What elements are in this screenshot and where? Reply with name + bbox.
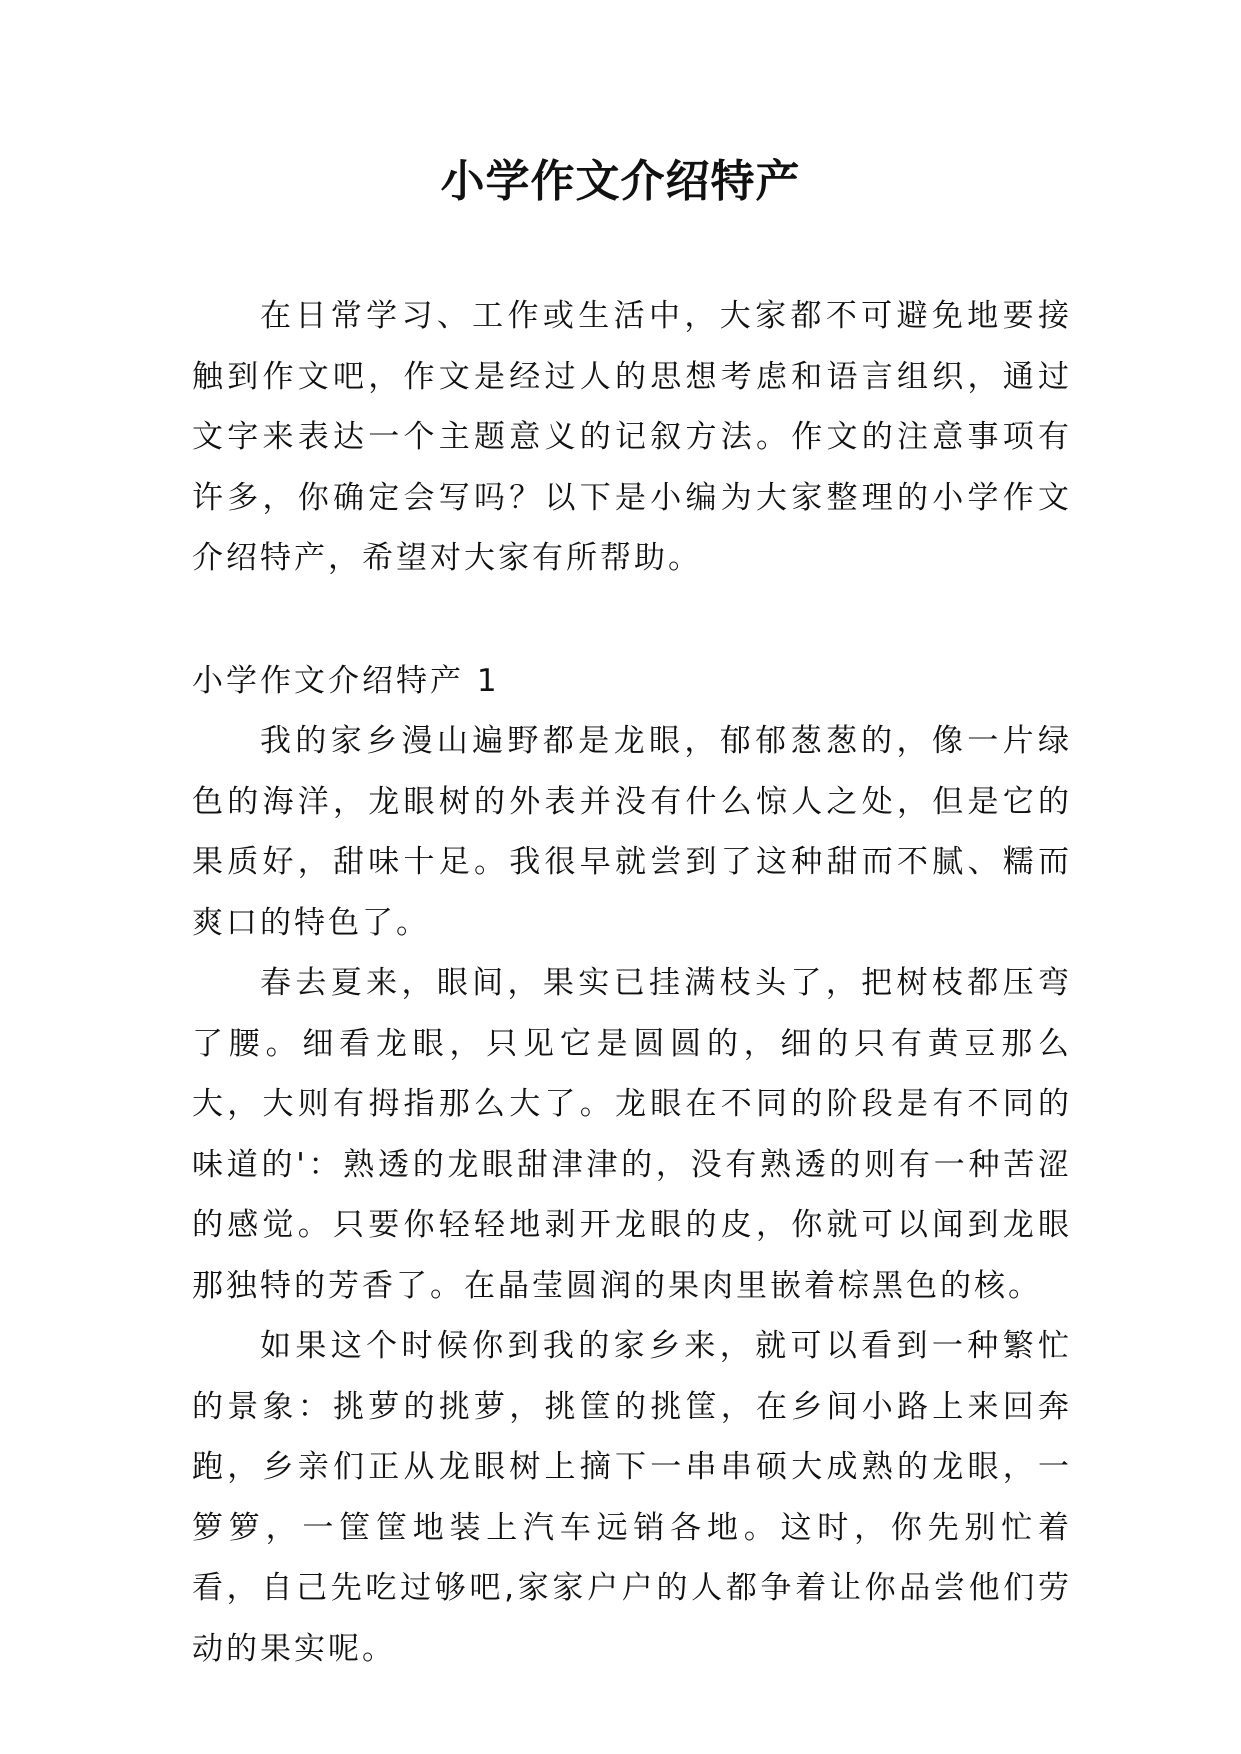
- document-title: 小学作文介绍特产: [440, 156, 801, 207]
- document-body: [192, 286, 1072, 1679]
- body-paragraph: 如果这个时候你到我的家乡来，就可以看到一种繁忙的景象：挑萝的挑萝，挑筐的挑筐，在乡间小路上来回奔跑，乡亲们正从龙眼树上摘下一串串硕大成熟的龙眼，一箩箩，一筐筐地装上汽车远销各地。这时，你先别忙着看，自己先吃过够吧,家家户户的人都争着让你品尝他们劳动的果实呢。: [192, 1328, 1072, 1667]
- section-heading: 小学作文介绍特产 1: [192, 662, 500, 699]
- body-paragraph: 春去夏来，眼间，果实已挂满枝头了，把树枝都压弯了腰。细看龙眼，只见它是圆圆的，细的只有黄豆那么大，大则有拇指那么大了。龙眼在不同的阶段是有不同的味道的'：熟透的龙眼甜津津的，没有熟透的则有一种苦涩的感觉。只要你轻轻地剥开龙眼的皮，你就可以闻到龙眼那独特的芳香了。在晶莹圆润的果肉里嵌着棕黑色的核。: [192, 965, 1072, 1304]
- body-paragraph: 我的家乡漫山遍野都是龙眼，郁郁葱葱的，像一片绿色的海洋，龙眼树的外表并没有什么惊人之处，但是它的果质好，甜味十足。我很早就尝到了这种甜而不腻、糯而爽口的特色了。: [192, 723, 1072, 941]
- intro-paragraph: 在日常学习、工作或生活中，大家都不可避免地要接触到作文吧，作文是经过人的思想考虑和语言组织，通过文字来表达一个主题意义的记叙方法。作文的注意事项有许多，你确定会写吗？以下是小编为大家整理的小学作文介绍特产，希望对大家有所帮助。: [192, 298, 1072, 576]
